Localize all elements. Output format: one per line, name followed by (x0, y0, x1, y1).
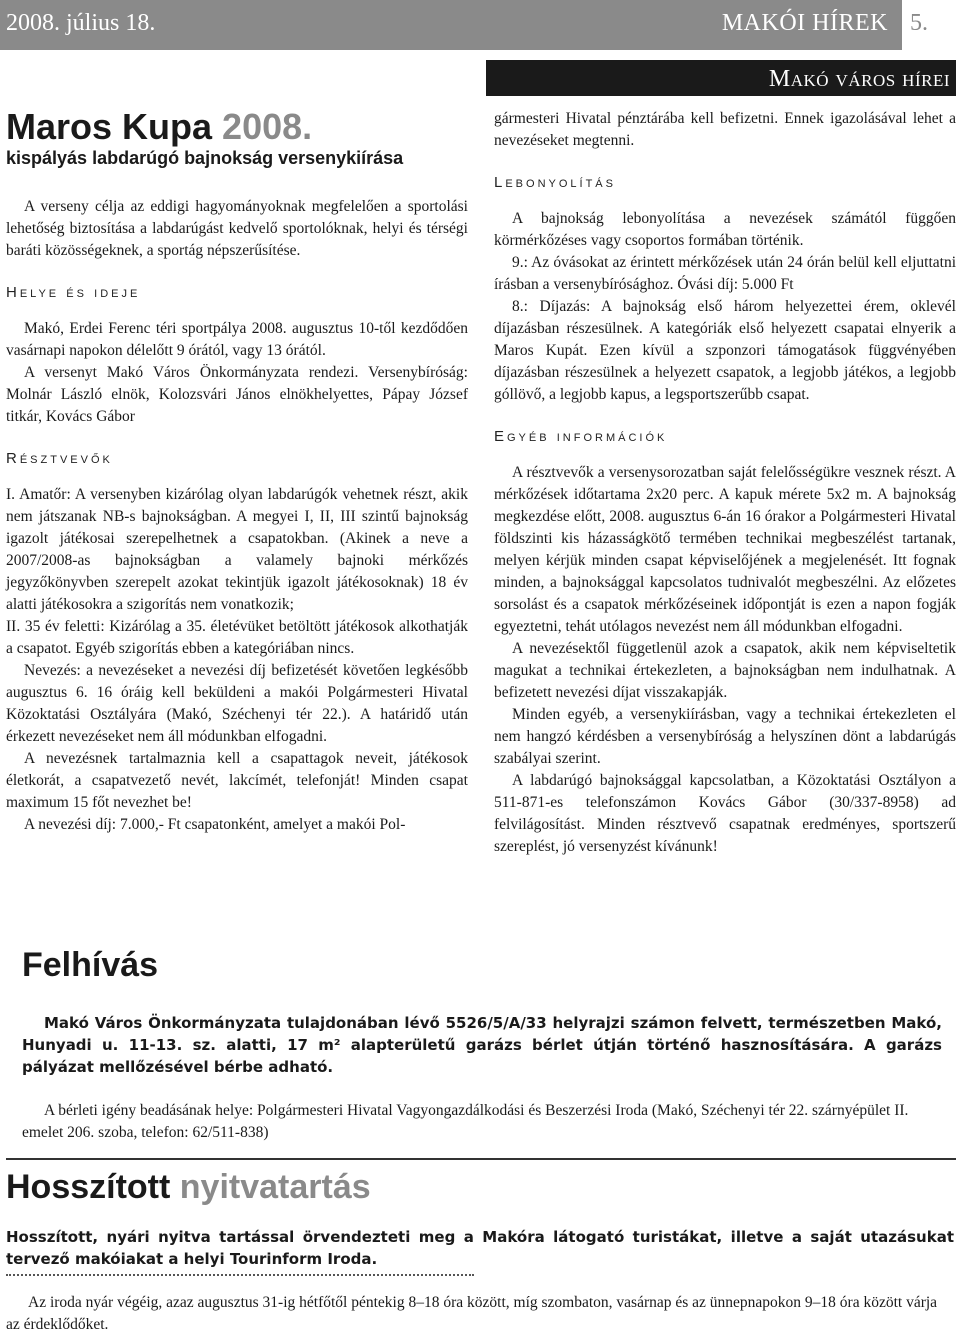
lebonyolitas-paragraph-2: 9.: Az óvásokat az érintett mérkőzések után 24 órán belül kell eljuttatni írásban a versenybírósághoz. Óvási díj: 5.000 Ft (494, 254, 956, 293)
resztvevok-paragraph-1: I. Amatőr: A versenyben kizárólag olyan labdarúgók vehetnek részt, akik nem játszanak NB-s bajnokságban. A megyei I, II, III szintű bajnokság igazolt játékosai szerepelhetnek a csapatokban. (Akinek a neve a 2007/2008-as bajnokságban a valamely bajnoki mérkőzés jegyzőkönyvben szerepelt azokat tekintjük igazolt játékosoknak) 18 év alatti játékosokra a szigorítás nem vonatkozik; (6, 486, 468, 613)
helye-paragraph-2: A versenyt Makó Város Önkormányzata rendezi. Versenybíróság: Molnár László elnök, Kolozsvári János elnökhelyettes, Pápay József titkár, Kovács Gábor (6, 364, 468, 425)
article-title (6, 108, 312, 146)
nevezes-paragraph-1: Nevezés: a nevezéseket a nevezési díj befizetését követően legkésőbb augusztus 6. 16 óráig kell beküldeni a makói Polgármesteri Hivatal Közoktatási Osztályára (Makó, Széchenyi tér 22.). A határidő után érkezett nevezéseket nem áll módunkban elfogadni. (6, 662, 468, 745)
article-title-year: 2008. (222, 106, 313, 147)
continuation-paragraph: gármesteri Hivatal pénztárába kell befizetni. Ennek igazolásával lehet a nevezéseket megtenni. (494, 110, 956, 149)
felhivas-lead: Makó Város Önkormányzata tulajdonában lévő 5526/5/A/33 helyrajzi számon felvett, természetben Makó, Hunyadi u. 11-13. sz. alatti, 17 m² alapterületű garázs bérlet útján történő hasznosítására. A garázs pályázat mellőzésével bérbe adható. (22, 1014, 942, 1076)
egyeb-paragraph-2: A nevezésektől függetlenül azok a csapatok, akik nem képviseltetik magukat a technikai értekezleten, a bajnokságban nem indulhatnak. A befizetett nevezési díjat visszakapják. (494, 640, 956, 701)
hosszitott-title (6, 1168, 371, 1207)
felhivas-body: A bérleti igény beadásának helye: Polgármesteri Hivatal Vagyongazdálkodási és Beszerzési Iroda (Makó, Széchenyi tér 22. szárnyépület II. emelet 206. szoba, telefon: 62/511-838) (22, 1102, 909, 1141)
lebonyolitas-paragraph-1: A bajnokság lebonyolítása a nevezések számától függően körmérkőzéses vagy csoportos formában történik. (494, 210, 956, 249)
heading-egyeb: Egyéb információk (494, 428, 668, 445)
article-right-column (494, 108, 956, 858)
page-header (0, 0, 960, 50)
hosszitott-body: Az iroda nyár végéig, azaz augusztus 31-ig hétfőtől péntekig 8–18 óra között, míg szombaton, vasárnap és az ünnepnapokon 9–18 óra között várja az érdeklődőket. (6, 1294, 938, 1333)
hosszitott-title-a: Hosszított (6, 1168, 180, 1206)
hosszitott-title-b: nyitvatartás (179, 1168, 371, 1206)
section-divider (6, 1158, 956, 1160)
article-left-column (6, 196, 468, 836)
egyeb-paragraph-3: Minden egyéb, a versenykiírásban, vagy a technikai értekezleten el nem hangzó kérdésben a versenybíróság a helyszínen dönt a labdarúgás szabályai szerint. (494, 706, 956, 767)
hosszitott-lead: Hosszított, nyári nyitva tartással örvendezteti meg a Makóra látogató turistákat, illetve a saját utazásukat tervező makóiakat a helyi Tourinform Iroda. (6, 1228, 954, 1268)
nevezes-paragraph-2: A nevezésnek tartalmaznia kell a csapattagok neveit, játékosok életkorát, a csapatvezető nevét, lakcímét, telefonját! Minden csapat maximum 15 főt nevezhet be! (6, 750, 468, 811)
lebonyolitas-paragraph-3: 8.: Díjazás: A bajnokság első három helyezettei érem, oklevél díjazásban részesülnek. A kategóriák első helyezett csapatai elnyerik a Maros Kupát. Ezen kívül a szponzori támogatások függvényében díjazásban részesülnek a helyezett csapatok, a legjobb játékos, a legjobb góllövő, a legjobb kapus, a legsportszerűbb csapat. (494, 298, 956, 403)
egyeb-paragraph-1: A résztvevők a versenysorozatban saját felelősségükre vesznek részt. A mérkőzések időtartama 2x20 perc. A kapuk mérete 5x2 m. A bajnokság megkezdése előtt, 2008. augusztus 6-án 16 órakor a Polgármesteri Hivatal földszinti kis házasságkötő termében technikai megbeszélést tartanak, melyen kérjük minden csapat képviselőjének a megjelenését. Itt fognak minden, a bajnoksággal kapcsolatos tudnivalót megbeszélni. Az előzetes sorsolást és a csapatok mérkőzéseinek időpontját is ezen a napon fogják egyeztetni, tehát utólagos nevezést nem áll módunkban elfogadni. (494, 464, 956, 635)
dotted-divider (6, 1274, 474, 1276)
section-banner (486, 60, 956, 96)
intro-paragraph: A verseny célja az eddigi hagyományoknak megfelelően a sportolási lehetőség biztosítása a labdarúgást kedvelő sportolóknak, helyi és térségi baráti közösségeknek, a sportág népszerűsítése. (6, 198, 468, 259)
heading-lebonyolitas: Lebonyolítás (494, 174, 616, 191)
page-number: 5. (910, 10, 928, 36)
felhivas-title: Felhívás (22, 946, 159, 984)
egyeb-paragraph-4: A labdarúgó bajnoksággal kapcsolatban, a Közoktatási Osztályon a 511-871-es telefonszámon Kovács Gábor (30/337-8958) ad felvilágosítást. Minden résztvevő csapatnak eredményes, sportszerű szereplést, jó versenyzést kívánunk! (494, 772, 956, 855)
page-number-box (902, 0, 960, 50)
heading-helye: Helye és ideje (6, 284, 141, 301)
resztvevok-paragraph-2: II. 35 év feletti: Kizárólag a 35. életévüket betöltött játékosok alkothatják a csapatot. Egyéb szigorítás ebben a kategóriában nincs. (6, 618, 468, 657)
helye-paragraph-1: Makó, Erdei Ferenc téri sportpálya 2008. augusztus 10-től kezdődően vasárnapi napokon délelőtt 9 órától, vagy 13 órától. (6, 320, 468, 359)
nevezes-paragraph-3: A nevezési díj: 7.000,- Ft csapatonként, amelyet a makói Pol- (24, 816, 406, 833)
issue-date: 2008. július 18. (6, 10, 156, 36)
section-title: Makó város hírei (768, 66, 950, 92)
article-title-main: Maros Kupa (6, 106, 223, 147)
heading-resztvevok: Résztvevők (6, 450, 113, 467)
newspaper-name: MAKÓI HÍREK (721, 10, 888, 36)
article-subtitle: kispályás labdarúgó bajnokság versenykiírása (6, 148, 404, 168)
